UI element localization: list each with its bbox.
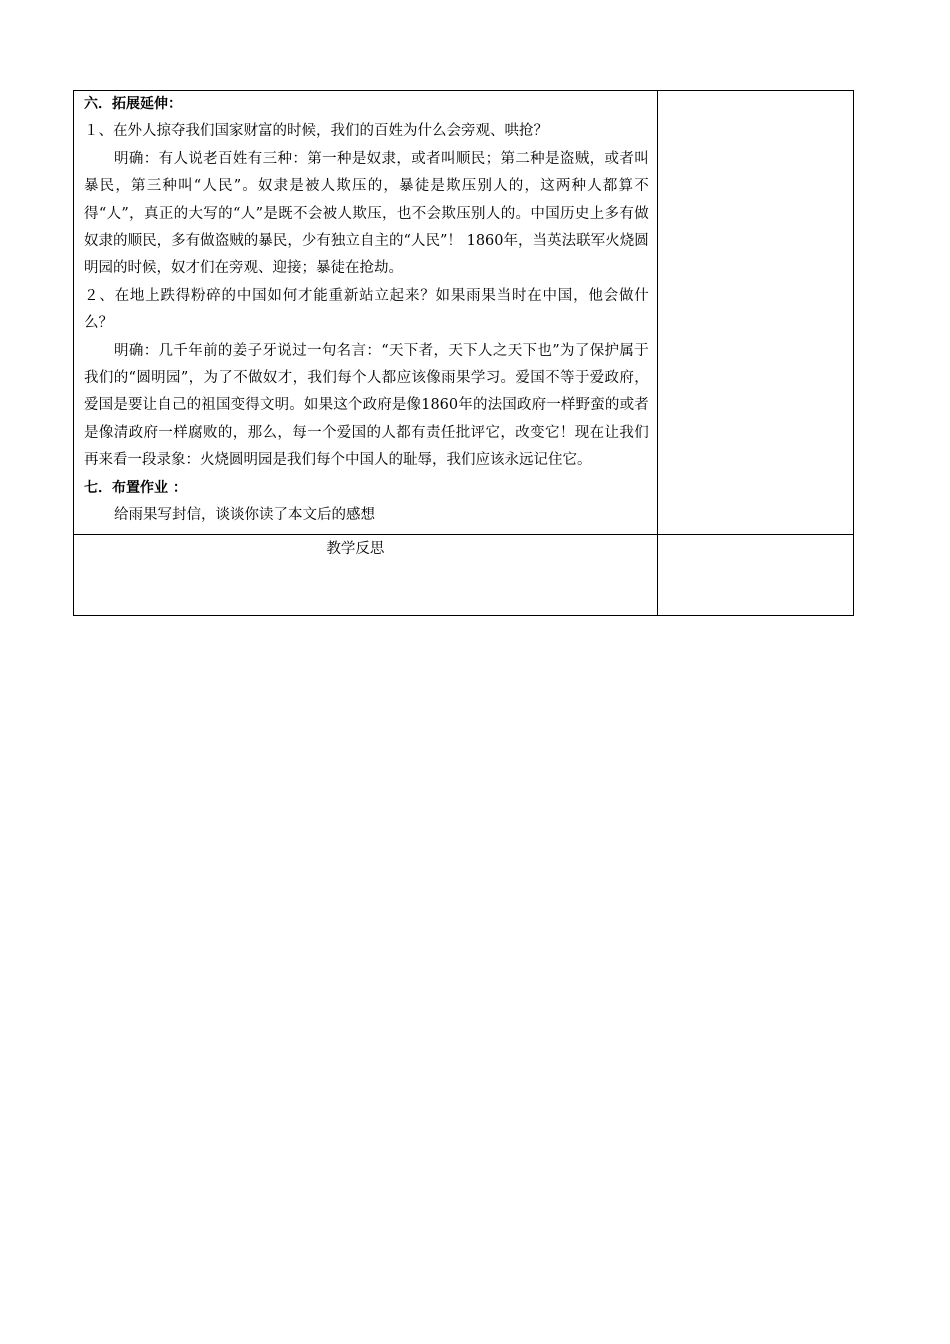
answer-2: 明确：几千年前的姜子牙说过一句名言：“天下者，天下人之天下也”为了保护属于我们的“圆明园”，为了不做奴才，我们每个人都应该像雨果学习。爱国不等于爱政府，爱国是要让自己的祖国变得文明。如果这个政府是像1860年的法国政府一样野蛮的或者是像清政府一样腐败的，那么，每一个爱国的人都有责任批评它，改变它！现在让我们再来看一段录象：火烧圆明园是我们每个中国人的耻辱，我们应该永远记住它。 [84, 342, 649, 469]
content-cell [74, 91, 658, 535]
lesson-plan-table [73, 90, 854, 616]
answer-1: 明确：有人说老百姓有三种：第一种是奴隶，或者叫顺民；第二种是盗贼，或者叫暴民，第三种叫“人民”。奴隶是被人欺压的，暴徒是欺压别人的，这两种人都算不得“人”，真正的大写的“人”是既不会被人欺压，也不会欺压别人的。中国历史上多有做奴隶的顺民，多有做盗贼的暴民，少有独立自主的“人民”！ 1860年，当英法联军火烧圆明园的时候，奴才们在旁观、迎接；暴徒在抢劫。 [84, 150, 649, 277]
reflection-row [74, 534, 854, 615]
question-1: １、在外人掠夺我们国家财富的时候，我们的百姓为什么会旁观、哄抢？ [84, 123, 548, 140]
question-2: ２、在地上跌得粉碎的中国如何才能重新站立起来？如果雨果当时在中国，他会做什么？ [84, 287, 649, 332]
side-notes-cell [657, 91, 853, 535]
reflection-title: 教学反思 [326, 540, 385, 557]
reflection-side-cell [657, 534, 853, 615]
section6-heading: 六．拓展延伸： [84, 96, 182, 112]
homework-task: 给雨果写封信，谈谈你读了本文后的感想 [114, 507, 375, 524]
reflection-cell [74, 534, 658, 615]
content-row [74, 91, 854, 535]
section7-heading: 七．布置作业 ： [84, 479, 187, 496]
